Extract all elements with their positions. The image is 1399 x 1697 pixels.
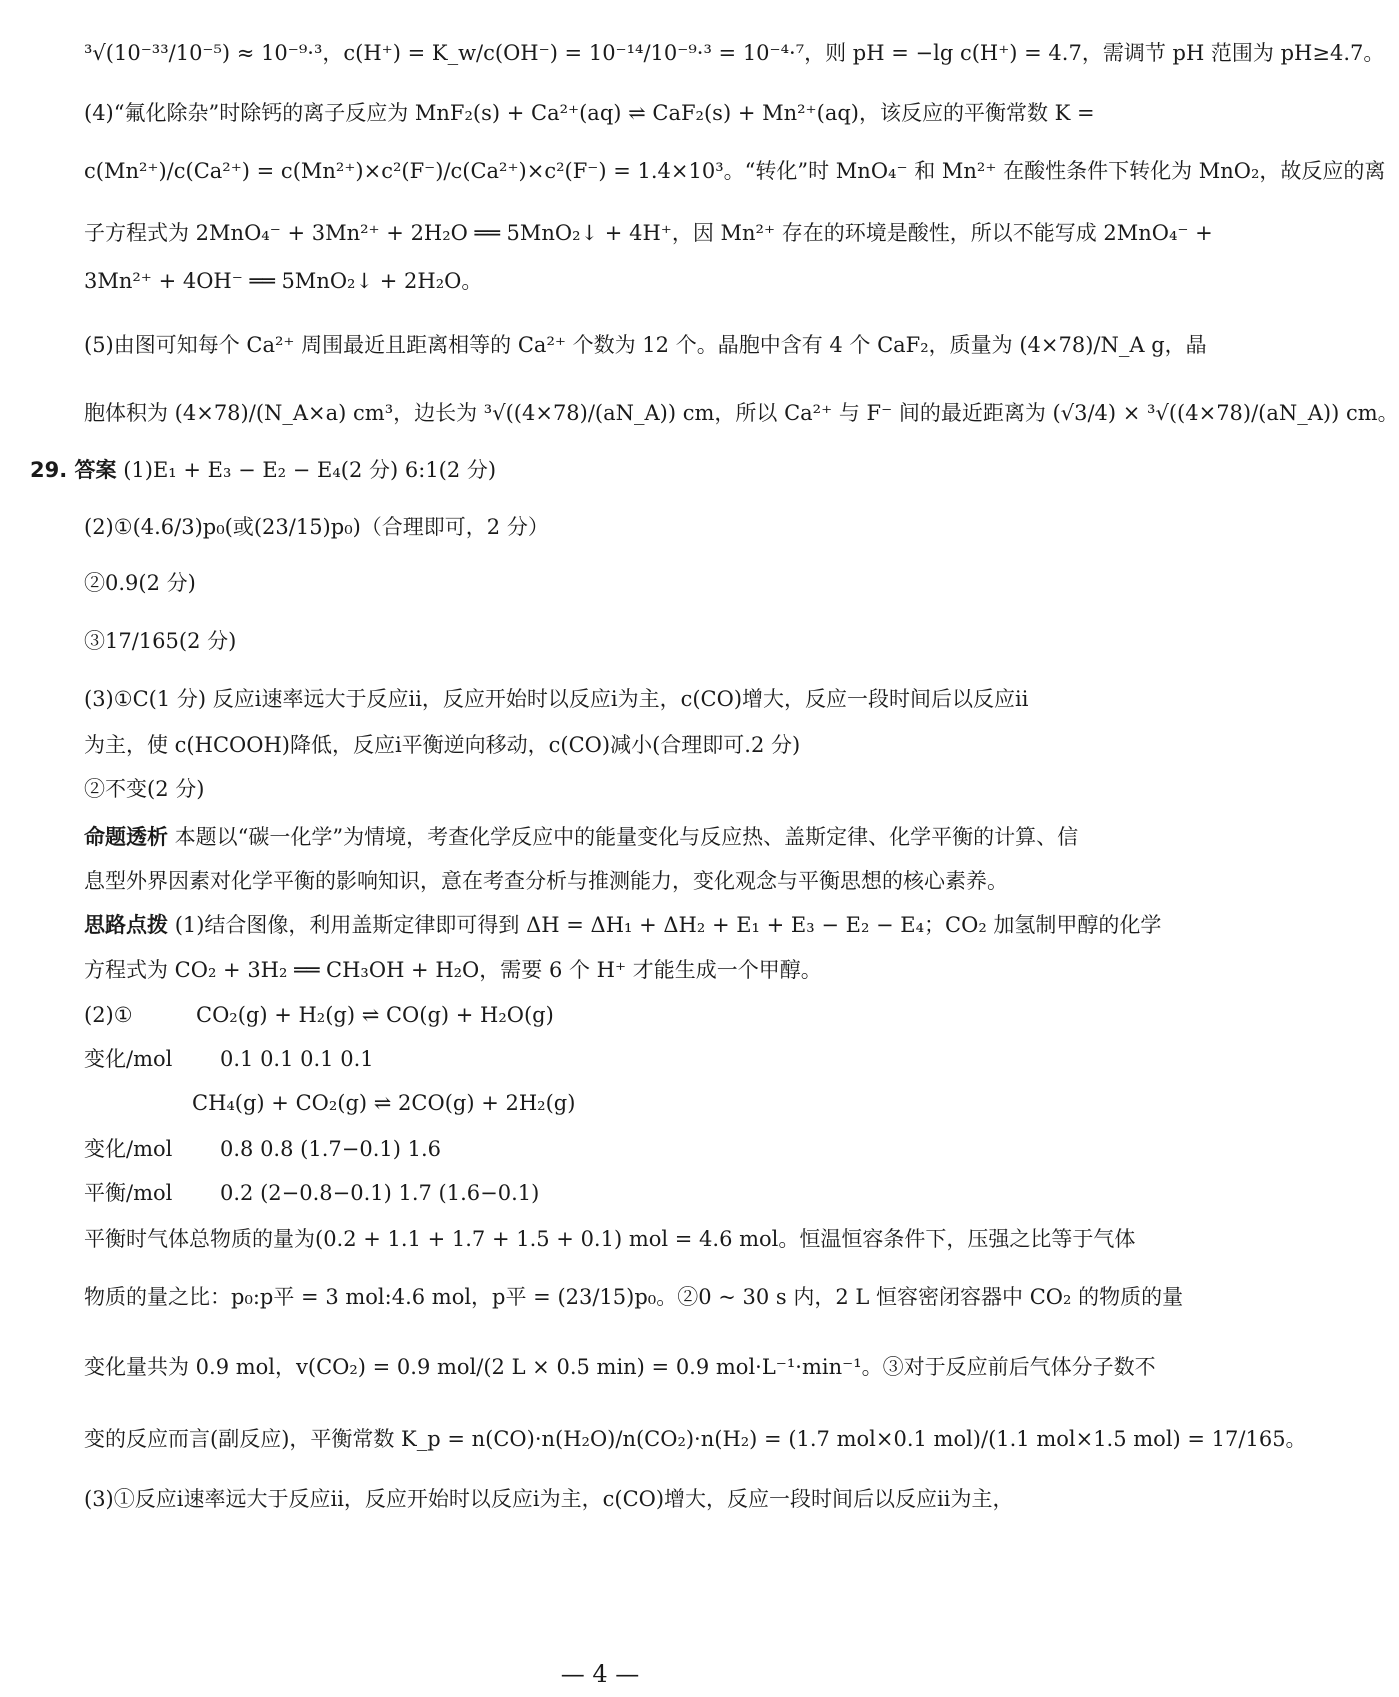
intent-text: 本题以“碳一化学”为情境，考查化学反应中的能量变化与反应热、盖斯定律、化学平衡的计算、信	[174, 825, 1079, 849]
row-label: 平衡/mol	[84, 1181, 173, 1205]
table-eq2: CH₄(g) + CO₂(g) ⇌ 2CO(g) + 2H₂(g)	[192, 1091, 576, 1115]
text-line: (5)由图可知每个 Ca²⁺ 周围最近且距离相等的 Ca²⁺ 个数为 12 个。晶胞中含有 4 个 CaF₂，质量为 (4×78)/N_A g，晶	[84, 333, 1207, 357]
text-line: ②0.9(2 分)	[84, 571, 196, 595]
text-line: 子方程式为 2MnO₄⁻ + 3Mn²⁺ + 2H₂O ══ 5MnO₂↓ + 4H⁺，因 Mn²⁺ 存在的环境是酸性，所以不能写成 2MnO₄⁻ +	[84, 221, 1213, 245]
text-line: 胞体积为 (4×78)/(N_A×a) cm³，边长为 ³√((4×78)/(aN_A)) cm，所以 Ca²⁺ 与 F⁻ 间的最近距离为 (√3/4) × ³√((4×78)/(aN_A)) cm。	[84, 401, 1399, 425]
text-line: ³√(10⁻³³/10⁻⁵) ≈ 10⁻⁹·³，c(H⁺) = K_w/c(OH⁻) = 10⁻¹⁴/10⁻⁹·³ = 10⁻⁴·⁷，则 pH = −lg c(H⁺) = 4.7，需调节 pH 范围为 pH≥4.7。	[84, 41, 1385, 65]
hint-heading: 思路点拨	[84, 913, 168, 937]
text-line: (3)①反应ⅰ速率远大于反应ⅱ，反应开始时以反应ⅰ为主，c(CO)增大，反应一段时间后以反应ⅱ为主，	[84, 1487, 1014, 1511]
row-values: 0.2 (2−0.8−0.1) 1.7 (1.6−0.1)	[220, 1181, 540, 1205]
text-line: (2)①(4.6/3)p₀(或(23/15)p₀)（合理即可，2 分）	[84, 515, 549, 539]
text-line: (4)“氟化除杂”时除钙的离子反应为 MnF₂(s) + Ca²⁺(aq) ⇌ CaF₂(s) + Mn²⁺(aq)，该反应的平衡常数 K =	[84, 101, 1095, 125]
text-line: ②不变(2 分)	[84, 777, 205, 801]
intent-line	[84, 822, 1170, 852]
answer-heading: 29. 答案	[30, 458, 117, 482]
text-line: 平衡时气体总物质的量为(0.2 + 1.1 + 1.7 + 1.5 + 0.1) mol = 4.6 mol。恒温恒容条件下，压强之比等于气体	[84, 1227, 1136, 1251]
answer-text: (1)E₁ + E₃ − E₂ − E₄(2 分) 6:1(2 分)	[123, 458, 497, 482]
hint-text: (1)结合图像，利用盖斯定律即可得到 ΔH = ΔH₁ + ΔH₂ + E₁ + E₃ − E₂ − E₄；CO₂ 加氢制甲醇的化学	[174, 913, 1162, 937]
row-values: 0.1 0.1 0.1 0.1	[220, 1047, 374, 1071]
row-values: 0.8 0.8 (1.7−0.1) 1.6	[220, 1137, 441, 1161]
text-line: 息型外界因素对化学平衡的影响知识，意在考查分析与推测能力，变化观念与平衡思想的核心素养。	[84, 869, 1008, 893]
page-number: — 4 —	[560, 1660, 640, 1688]
text-line: 3Mn²⁺ + 4OH⁻ ══ 5MnO₂↓ + 2H₂O。	[84, 269, 483, 293]
text-line: 物质的量之比：p₀:p平 = 3 mol:4.6 mol，p平 = (23/15)p₀。②0 ~ 30 s 内，2 L 恒容密闭容器中 CO₂ 的物质的量	[84, 1285, 1184, 1309]
row-label: 变化/mol	[84, 1047, 173, 1071]
text-line: 变的反应而言(副反应)，平衡常数 K_p = n(CO)·n(H₂O)/n(CO₂)·n(H₂) = (1.7 mol×0.1 mol)/(1.1 mol×1.5 mol) = 17/165。	[84, 1427, 1307, 1451]
table-num: (2)①	[84, 1003, 133, 1027]
text-line: (3)①C(1 分) 反应ⅰ速率远大于反应ⅱ，反应开始时以反应ⅰ为主，c(CO)增大，反应一段时间后以反应ⅱ	[84, 687, 1029, 711]
text-line: 方程式为 CO₂ + 3H₂ ══ CH₃OH + H₂O，需要 6 个 H⁺ 才能生成一个甲醇。	[84, 958, 822, 982]
text-line: 变化量共为 0.9 mol，v(CO₂) = 0.9 mol/(2 L × 0.5 min) = 0.9 mol·L⁻¹·min⁻¹。③对于反应前后气体分子数不	[84, 1355, 1156, 1379]
text-line: c(Mn²⁺)/c(Ca²⁺) = c(Mn²⁺)×c²(F⁻)/c(Ca²⁺)×c²(F⁻) = 1.4×10³。“转化”时 MnO₄⁻ 和 Mn²⁺ 在酸性条件下转化为 MnO₂，故反应的离	[84, 159, 1386, 183]
text-line: 为主，使 c(HCOOH)降低，反应ⅰ平衡逆向移动，c(CO)减小(合理即可.2 分)	[84, 733, 801, 757]
table-eq1: CO₂(g) + H₂(g) ⇌ CO(g) + H₂O(g)	[196, 1003, 554, 1027]
row-label: 变化/mol	[84, 1137, 173, 1161]
text-line: ③17/165(2 分)	[84, 629, 237, 653]
hint-line	[84, 910, 1170, 940]
answer-line	[30, 455, 1116, 485]
intent-heading: 命题透析	[84, 825, 168, 849]
